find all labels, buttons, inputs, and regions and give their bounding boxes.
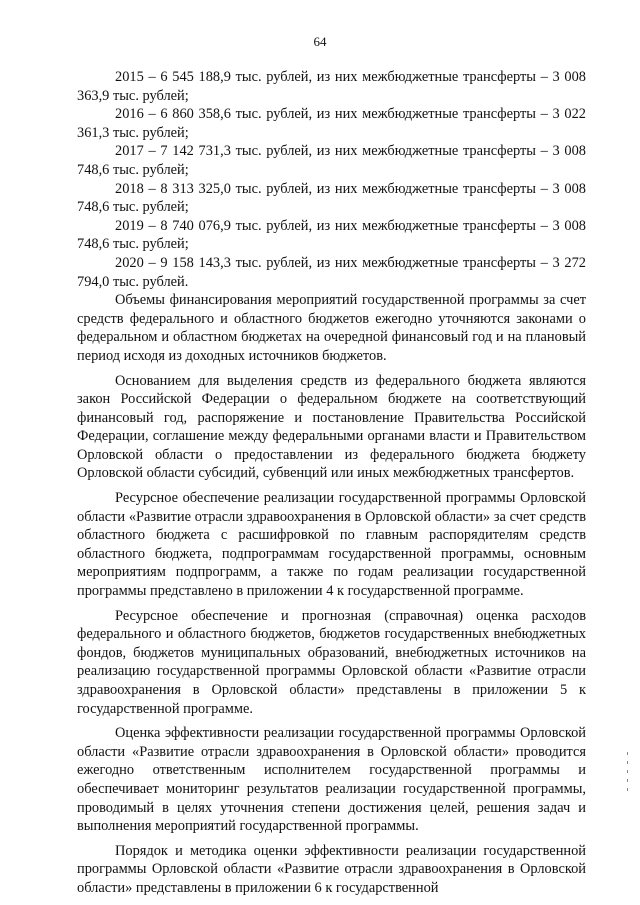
paragraph-efficiency-evaluation: Оценка эффективности реализации государственной программы Орловской области «Развитие отрасли здравоохранения в Орловской области» проводится ежегодно ответственным исполнителем государственной программы и обеспечивает мониторинг результатов реализации государственной программы, проводимый в целях уточнения степени достижения целей, решения задач и выполнения мероприятий государственной программы.	[77, 725, 586, 835]
paragraph-federal-basis: Основанием для выделения средств из федерального бюджета являются закон Российской Федерации о федеральном бюджете на соответствующий финансовый год, распоряжение и постановление Правительства Российской Федерации, соглашение между федеральными органами власти и Правительством Орловской области о предоставлении из федерального бюджета бюджету Орловской области субсидий, субвенций или иных межбюджетных трансфертов.	[77, 372, 586, 482]
document-body	[77, 68, 586, 898]
paragraph-resource-forecast: Ресурсное обеспечение и прогнозная (справочная) оценка расходов федерального и областного бюджетов, бюджетов государственных внебюджетных фондов, бюджетов муниципальных образований, внебюджетных источников на реализацию государственной программы Орловской области «Развитие отрасли здравоохранения в Орловской области» представлены в приложении 5 к государственной программе.	[77, 607, 586, 717]
page-number: 64	[313, 34, 327, 49]
paragraph-resource-support: Ресурсное обеспечение реализации государственной программы Орловской области «Развитие отрасли здравоохранения в Орловской области» за счет средств областного бюджета с расшифровкой по главным распорядителям средств областного бюджета, подпрограммам государственной программы, основным мероприятиям подпрограмм, а также по годам реализации государственной программы представлено в приложении 4 к государственной программе.	[77, 490, 586, 600]
paragraph-funding-2019: 2019 – 8 740 076,9 тыс. рублей, из них межбюджетные трансферты – 3 008 748,6 тыс. рублей;	[77, 217, 586, 253]
scan-mark	[627, 770, 628, 773]
scan-mark	[627, 779, 628, 782]
paragraph-funding-2018: 2018 – 8 313 325,0 тыс. рублей, из них межбюджетные трансферты – 3 008 748,6 тыс. рублей;	[77, 180, 586, 216]
paragraph-funding-2016: 2016 – 6 860 358,6 тыс. рублей, из них межбюджетные трансферты – 3 022 361,3 тыс. рублей;	[77, 106, 586, 141]
paragraph-evaluation-methodology: Порядок и методика оценки эффективности реализации государственной программы Орловской области «Развитие отрасли здравоохранения в Орловской области» представлены в приложении 6 к государственной	[77, 842, 586, 896]
paragraph-funding-2017: 2017 – 7 142 731,3 тыс. рублей, из них межбюджетные трансферты – 3 008 748,6 тыс. рублей;	[77, 143, 586, 178]
scan-mark	[627, 752, 628, 755]
margin-scan-marks	[626, 752, 630, 812]
scan-mark	[627, 788, 628, 791]
scan-mark	[627, 761, 628, 764]
paragraph-funding-volumes: Объемы финансирования мероприятий государственной программы за счет средств федерального и областного бюджетов ежегодно уточняются законами о федеральном и областном бюджетах на очередной финансовый год и на плановый период исходя из доходных источников бюджетов.	[77, 292, 586, 364]
paragraph-funding-2020: 2020 – 9 158 143,3 тыс. рублей, из них межбюджетные трансферты – 3 272 794,0 тыс. рублей.	[77, 254, 586, 290]
paragraph-funding-2015: 2015 – 6 545 188,9 тыс. рублей, из них межбюджетные трансферты – 3 008 363,9 тыс. рублей;	[77, 69, 586, 104]
